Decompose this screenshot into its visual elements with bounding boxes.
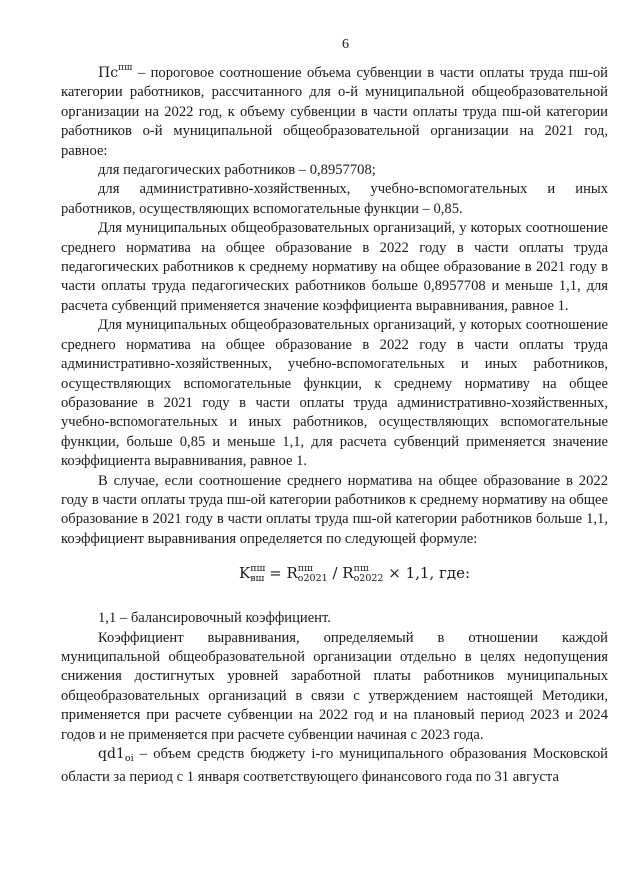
item-pedagogical: для педагогических работников – 0,8957708; (98, 162, 376, 179)
paragraph-formula-intro: В случае, если соотношение среднего норматива на общее образование в 2022 году в части оплаты труда пш-ой категории работников к среднему нормативу на общее образование в 2021 году в части оплаты труда пш-ой категории работников больше 1,1, коэффициент выравнивания определяется по следующей формуле: (61, 472, 608, 547)
variable-qd1: $qd1_{oi}$ (98, 746, 134, 764)
paragraph-threshold-definition: $Пс^{пш}$ – пороговое соотношение объема субвенции в части оплаты труда пш-ой категории работников, рассчитанного для о-й муниципальной общеобразовательной организации на 2022 год, к объему субвенции в части оплаты труда пш-ой категории работников о-й муниципальной общеобразовательной организации на 2021 год, равное: (61, 63, 608, 159)
paragraph-equalization-scope: Коэффициент выравнивания, определяемый в отношении каждой муниципальной общеобразовательной организации отдельно в целях недопущения снижения достигнутых уровней заработной платы работников муниципальных общеобразовательных организаций в связи с утверждением настоящей Методики, применяется при расчете субвенции на 2022 год и на плановый период 2023 и 2024 годов и не применяется при расчете субвенции начиная с 2023 года. (61, 629, 608, 743)
paragraph-qd1-definition: $qd1_{oi}$ – объем средств бюджету i-го муниципального образования Московской области за период с 1 января соответствующего финансового года по 31 августа (61, 746, 608, 786)
formula-equalization-coefficient: K пш $_{вш}$ = R пш $_{o2021}$ / R пш $_{o2022}$ × 1,1, где: (238, 563, 471, 585)
paragraph-pedagogical-rule: Для муниципальных общеобразовательных организаций, у которых соотношение среднего норматива на общее образование в 2022 году в части оплаты труда педагогических работников к среднему нормативу на общее образование в 2021 году в части оплаты труда педагогических работников больше 0,8957708 и меньше 1,1, для расчета субвенций применяется значение коэффициента выравнивания, равное 1. (61, 220, 608, 314)
page-number: 6 (342, 37, 349, 52)
variable-ps: $Пс^{пш}$ (98, 63, 133, 81)
paragraph-administrative-rule: Для муниципальных общеобразовательных организаций, у которых соотношение среднего норматива на общее образование в 2022 году в части оплаты труда административно-хозяйственных, учебно-вспомогательных и иных работников, осуществляющих вспомогательные функции, к среднему нормативу на общее образование в 2021 году в части оплаты труда административно-хозяйственных, учебно-вспомогательных и иных работников, осуществляющих вспомогательные функции, больше 0,85 и меньше 1,1, для расчета субвенций применяется значение коэффициента выравнивания, равное 1. (61, 317, 608, 470)
paragraph-balancing-coefficient: 1,1 – балансировочный коэффициент. (98, 610, 331, 627)
item-administrative: для административно-хозяйственных, учебно-вспомогательных и иных работников, осуществляющих вспомогательные функции – 0,85. (61, 181, 608, 217)
